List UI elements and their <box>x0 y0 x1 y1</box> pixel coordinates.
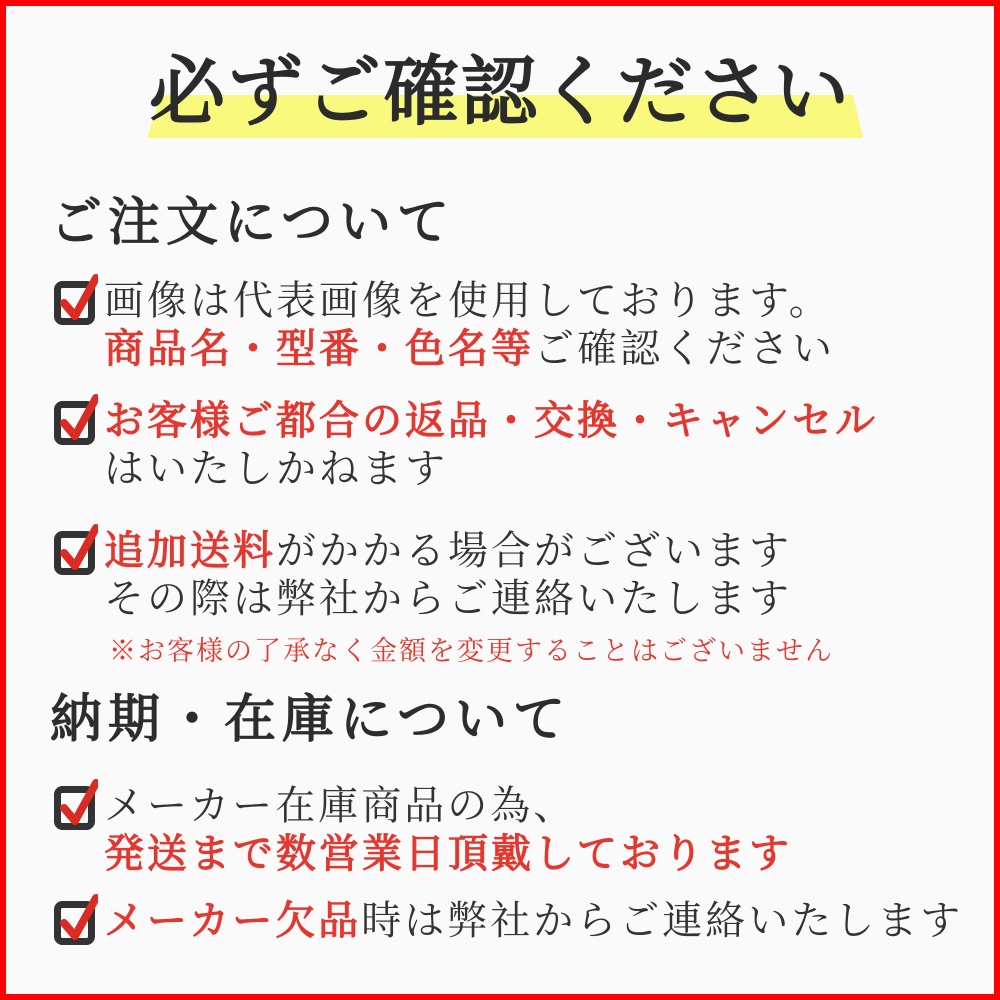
text-segment: はいたしかねます <box>104 446 448 491</box>
item-text <box>104 782 792 878</box>
text-segment: 商品名・型番・色名等 <box>104 326 534 371</box>
text-segment: 画像は代表画像を使用しております。 <box>104 278 832 323</box>
text-segment: お客様ご都合の返品・交換・キャンセル <box>104 398 878 443</box>
checked-checkbox-icon <box>54 271 98 325</box>
item-text <box>104 897 963 945</box>
item-line <box>104 325 835 373</box>
section-heading-orders: ご注文について <box>50 195 455 252</box>
check-item <box>54 277 835 373</box>
item-line <box>104 397 878 445</box>
item-line <box>104 277 835 325</box>
checked-checkbox-icon <box>54 391 98 445</box>
item-line <box>104 445 878 493</box>
item-line <box>104 830 792 878</box>
page-title: 必ずご確認ください <box>149 51 851 135</box>
section-heading-stock: 納期・在庫について <box>50 692 571 749</box>
checked-checkbox-icon <box>54 891 98 945</box>
check-item <box>54 897 963 945</box>
item-line <box>104 897 963 945</box>
text-segment: メーカー在庫商品の為、 <box>104 783 577 828</box>
item-text <box>104 527 792 623</box>
item-line <box>104 575 792 623</box>
text-segment: 時は弊社からご連絡いたします <box>361 898 964 943</box>
item-line <box>104 527 792 575</box>
check-item <box>54 527 792 623</box>
check-item <box>54 782 792 878</box>
text-segment: がかかる場合がございます <box>276 528 792 573</box>
text-segment: その際は弊社からご連絡いたします <box>104 576 792 621</box>
checked-checkbox-icon <box>54 521 98 575</box>
text-segment: 発送まで数営業日頂戴しております <box>104 831 792 876</box>
item-text <box>104 397 878 493</box>
item-text <box>104 277 835 373</box>
checked-checkbox-icon <box>54 776 98 830</box>
check-item <box>54 397 878 493</box>
price-change-footnote: ※お客様の了承なく金額を変更することはございません <box>109 636 834 666</box>
text-segment: 追加送料 <box>104 528 276 573</box>
item-line <box>104 782 792 830</box>
text-segment: メーカー欠品 <box>104 898 362 943</box>
text-segment: ご確認ください <box>534 326 835 371</box>
